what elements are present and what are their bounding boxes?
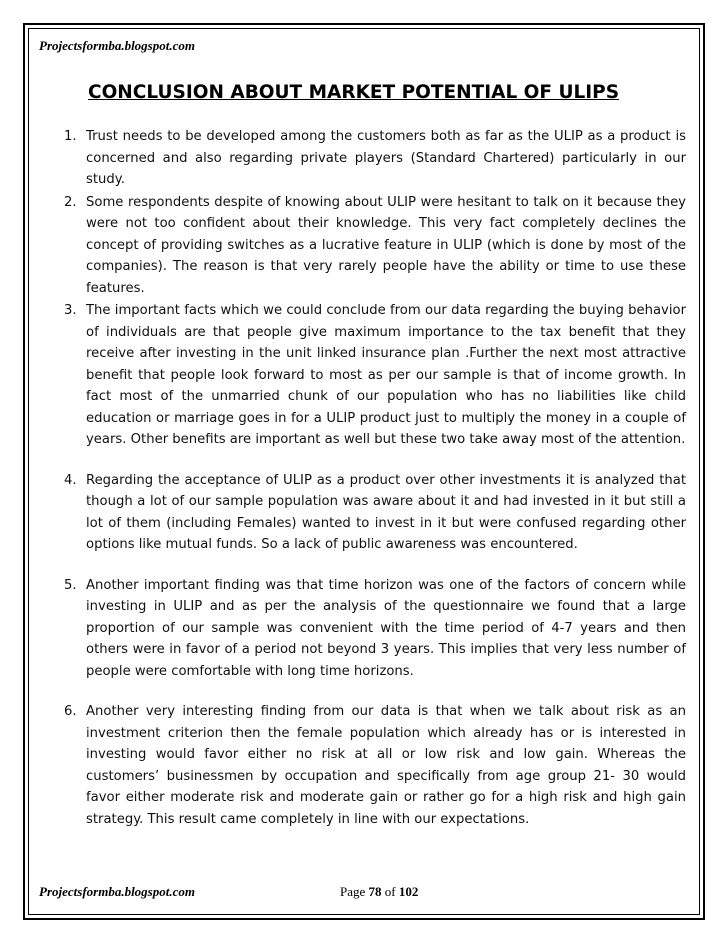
header-site-url: Projectsformba.blogspot.com <box>39 38 195 53</box>
list-item-text: Trust needs to be developed among the customers both as far as the ULIP as a product is concerned and also regarding private players (Standard Chartered) particularly in our study. <box>86 129 686 187</box>
findings-list <box>64 126 686 830</box>
list-item-number: 3. <box>64 303 77 318</box>
list-item-text: Another important finding was that time horizon was one of the factors of concern while investing in ULIP and as per the analysis of the questionnaire we found that a large proportion of our sample was convenient with the time period of 4-7 years and then others were in favor of a period not beyond 3 years. This implies that very less number of people were comfortable with long time horizons. <box>86 577 686 679</box>
page-indicator <box>340 884 418 900</box>
list-item-number: 6. <box>64 704 77 719</box>
list-item <box>64 470 686 556</box>
total-pages: 102 <box>398 884 419 899</box>
list-item-text: Another very interesting finding from our data is that when we talk about risk as an investment criterion then the female population which already has or is interested in investing would favor either no risk at all or low risk and low gain. Whereas the customers’ businessmen by occupation and specifically from age group 21- 30 would favor either moderate risk and moderate gain or rather go for a high risk and high gain strategy. This result came completely in line with our expectations. <box>86 704 686 827</box>
page-title: CONCLUSION ABOUT MARKET POTENTIAL OF ULIPS <box>88 82 620 103</box>
page-word: Page <box>340 884 366 899</box>
list-item <box>64 300 686 451</box>
list-item-number: 2. <box>64 194 77 210</box>
list-item-number: 4. <box>64 472 77 488</box>
of-word: of <box>384 884 396 899</box>
list-item-text: Regarding the acceptance of ULIP as a product over other investments it is analyzed that though a lot of our sample population was aware about it and had invested in it but still a lot of them (including Females) wanted to invest in it but were confused regarding other options like mutual funds. So a lack of public awareness was encountered. <box>86 472 686 552</box>
list-item-text: The important facts which we could conclude from our data regarding the buying behavior of individuals are that people give maximum importance to the tax benefit that they receive after investing in the unit linked insurance plan .Further the next most attractive benefit that people look forward to most as per our sample is that of income growth. In fact most of the unmarried chunk of our population who has no liabilities like child education or marriage goes in for a ULIP product just to multiply the money in a couple of years. Other benefits are important as well but these two take away most of the attention. <box>86 303 686 447</box>
footer-site-url: Projectsformba.blogspot.com <box>39 884 195 899</box>
list-item-number: 5. <box>64 577 77 593</box>
list-item <box>64 575 686 683</box>
list-item-number: 1. <box>64 129 77 144</box>
list-item <box>64 192 686 300</box>
page-number: 78 <box>368 884 382 899</box>
list-item <box>64 126 686 191</box>
list-item <box>64 701 686 830</box>
list-item-text: Some respondents despite of knowing about ULIP were hesitant to talk on it because they were not too confident about their knowledge. This very fact completely declines the concept of providing switches as a lucrative feature in ULIP (which is done by most of the companies). The reason is that very rarely people have the ability or time to use these features. <box>86 194 686 296</box>
